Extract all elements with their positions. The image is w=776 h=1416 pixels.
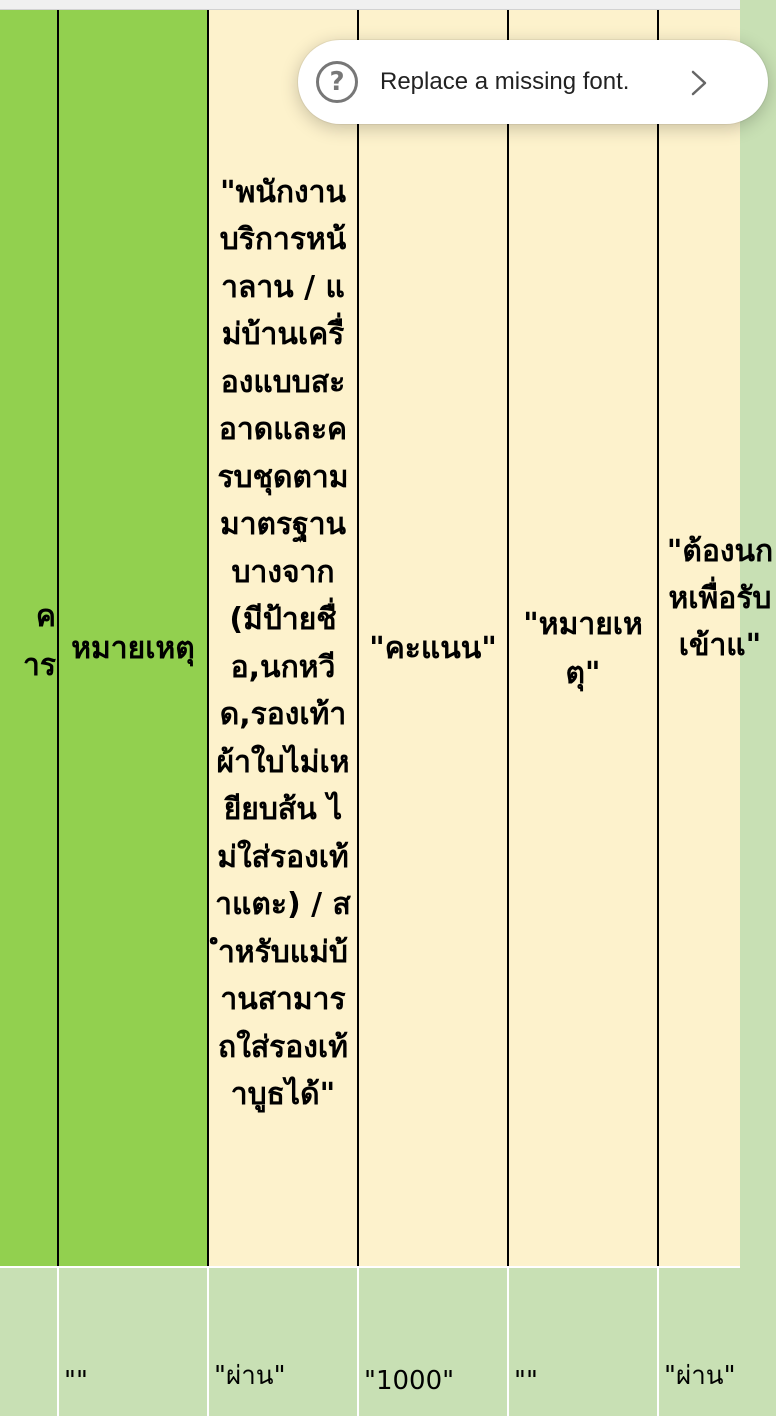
- cell-divider: [657, 1268, 659, 1416]
- column-divider: [357, 10, 359, 1267]
- header-cell-remark-2[interactable]: [508, 10, 658, 1267]
- chevron-right-icon[interactable]: [691, 70, 707, 96]
- cell-value: "ผ่าน": [664, 1361, 736, 1391]
- data-cell-uniform-result[interactable]: [208, 1268, 358, 1416]
- cell-value: "": [514, 1366, 538, 1396]
- data-cell-remark-2[interactable]: [508, 1268, 658, 1416]
- header-label: "หมายเหตุ": [523, 606, 643, 691]
- header-label: ค าร: [23, 599, 56, 683]
- header-label: "ต้องนกหเพื่อรับเข้าแ": [666, 534, 774, 663]
- header-cell-whistle-check[interactable]: [658, 10, 774, 1267]
- column-divider: [207, 10, 209, 1267]
- header-cell-remark[interactable]: [58, 10, 208, 1267]
- data-cell-score[interactable]: [358, 1268, 508, 1416]
- column-divider: [57, 10, 59, 1267]
- header-cell-score[interactable]: [358, 10, 508, 1267]
- header-label: "พนักงานบริการหน้าลาน / แม่บ้านเครื่องแบบสะอาดและครบชุดตามมาตรฐานบางจาก (มีป้ายชื่อ,นกหวีด,รองเท้าผ้าใบไม่เหยียบส้น ไม่ใส่รองเท้าแตะ) / สำหรับแม่บ้านสามารถใส่รองเท้าบูธได้": [215, 174, 351, 1112]
- column-divider: [507, 10, 509, 1267]
- cell-divider: [357, 1268, 359, 1416]
- header-label: "คะแนน": [369, 631, 497, 666]
- header-label: หมายเหตุ: [71, 631, 195, 666]
- toast-message: Replace a missing font.: [380, 68, 630, 95]
- help-circle-icon: ?: [316, 61, 358, 103]
- missing-font-toast[interactable]: [298, 40, 768, 124]
- header-cell-status[interactable]: [0, 10, 58, 1267]
- data-cell[interactable]: [0, 1268, 58, 1416]
- cell-value: "ผ่าน": [214, 1361, 286, 1391]
- header-cell-uniform-criteria[interactable]: [208, 10, 358, 1267]
- cell-value: "1000": [364, 1366, 455, 1396]
- cell-divider: [507, 1268, 509, 1416]
- cell-divider: [207, 1268, 209, 1416]
- column-divider: [657, 10, 659, 1267]
- data-cell-whistle-result[interactable]: [658, 1268, 740, 1416]
- cell-divider: [57, 1268, 59, 1416]
- cell-value: "": [64, 1366, 88, 1396]
- toolbar-edge: [0, 0, 740, 10]
- data-cell-remark[interactable]: [58, 1268, 208, 1416]
